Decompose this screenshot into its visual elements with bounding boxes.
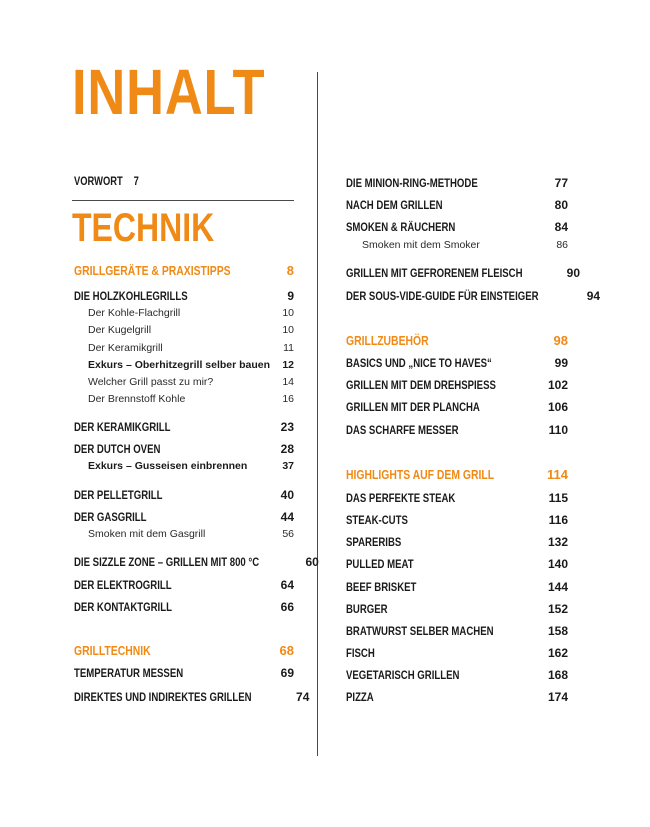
toc-subentry[interactable] xyxy=(88,359,294,371)
toc-entry[interactable] xyxy=(346,513,568,527)
toc-entry-label: GRILLEN MIT GEFRORENEM FLEISCH xyxy=(346,266,523,280)
column-divider xyxy=(317,72,318,756)
toc-entry-label: GRILLEN MIT DER PLANCHA xyxy=(346,400,480,414)
toc-entry-page: 37 xyxy=(282,460,294,472)
toc-entry[interactable] xyxy=(346,400,568,414)
toc-entry-label: GRILLZUBEHÖR xyxy=(346,333,429,348)
toc-entry-page: 162 xyxy=(547,646,568,660)
toc-entry-page: 132 xyxy=(547,535,568,549)
toc-entry[interactable] xyxy=(346,557,568,571)
toc-entry-page: 44 xyxy=(280,510,294,524)
toc-entry-page: 80 xyxy=(554,198,568,212)
toc-entry-page: 174 xyxy=(547,690,568,704)
toc-entry-label: GRILLGERÄTE & PRAXISTIPPS xyxy=(74,263,231,278)
toc-entry[interactable] xyxy=(346,535,568,549)
toc-entry[interactable] xyxy=(74,510,294,524)
toc-entry[interactable] xyxy=(346,580,568,594)
toc-entry-label: PULLED MEAT xyxy=(346,557,414,571)
toc-entry-label: Welcher Grill passt zu mir? xyxy=(88,376,214,388)
toc-entry-page: 158 xyxy=(547,624,568,638)
toc-entry[interactable] xyxy=(74,666,294,680)
toc-entry-label: DER SOUS-VIDE-GUIDE FÜR EINSTEIGER xyxy=(346,289,539,303)
toc-entry-label: DIE MINION-RING-METHODE xyxy=(346,176,478,190)
toc-entry-label: Smoken mit dem Gasgrill xyxy=(88,528,206,540)
toc-subentry[interactable] xyxy=(88,307,294,319)
toc-entry-page: 23 xyxy=(280,420,294,434)
toc-section-heading[interactable] xyxy=(346,467,568,482)
toc-entry[interactable] xyxy=(74,600,294,614)
toc-entry[interactable] xyxy=(346,356,568,370)
toc-subentry[interactable] xyxy=(88,393,294,405)
toc-entry-label: FISCH xyxy=(346,646,375,660)
toc-entry-label: DIE HOLZKOHLEGRILLS xyxy=(74,289,188,303)
toc-entry-label: Smoken mit dem Smoker xyxy=(362,239,480,251)
toc-entry[interactable] xyxy=(346,176,568,190)
toc-entry-page: 94 xyxy=(586,289,601,303)
toc-entry-page: 16 xyxy=(282,393,294,405)
toc-entry-page: 102 xyxy=(547,378,568,392)
toc-entry-page: 74 xyxy=(296,690,310,704)
toc-entry-label: DAS SCHARFE MESSER xyxy=(346,423,459,437)
page-title: INHALT xyxy=(72,56,266,128)
toc-entry-label: BEEF BRISKET xyxy=(346,580,417,594)
toc-subentry[interactable] xyxy=(88,460,294,472)
toc-entry-page: 68 xyxy=(279,643,294,658)
toc-entry-label: SMOKEN & RÄUCHERN xyxy=(346,220,456,234)
toc-subentry[interactable] xyxy=(88,342,294,354)
section-heading-technik: TECHNIK xyxy=(72,206,215,250)
toc-entry-label: VORWORT xyxy=(74,174,123,188)
toc-subentry[interactable] xyxy=(88,528,294,540)
toc-entry-label: Exkurs – Gusseisen einbrennen xyxy=(88,460,248,472)
toc-entry[interactable] xyxy=(346,220,568,234)
toc-entry[interactable] xyxy=(74,555,319,569)
toc-entry-page: 99 xyxy=(554,356,568,370)
toc-entry-page: 90 xyxy=(566,266,581,280)
toc-entry-label: Der Kohle-Flachgrill xyxy=(88,307,181,319)
toc-entry-page: 60 xyxy=(305,555,319,569)
toc-entry-vorwort[interactable] xyxy=(74,174,139,188)
toc-entry-page: 115 xyxy=(548,491,568,505)
toc-entry-label: DER PELLETGRILL xyxy=(74,488,163,502)
toc-entry-page: 98 xyxy=(553,333,568,348)
toc-entry-label: Der Brennstoff Kohle xyxy=(88,393,186,405)
toc-entry-label: SPARERIBS xyxy=(346,535,402,549)
toc-entry-page: 8 xyxy=(286,263,294,278)
toc-entry-page: 66 xyxy=(280,600,294,614)
toc-entry-label: VEGETARISCH GRILLEN xyxy=(346,668,460,682)
toc-section-heading[interactable] xyxy=(74,263,294,278)
toc-entry[interactable] xyxy=(74,578,294,592)
toc-entry-label: TEMPERATUR MESSEN xyxy=(74,666,184,680)
toc-entry[interactable] xyxy=(346,266,581,280)
toc-entry[interactable] xyxy=(74,690,310,704)
toc-entry-page: 7 xyxy=(133,174,139,188)
toc-entry-page: 106 xyxy=(547,400,568,414)
toc-entry-page: 12 xyxy=(282,359,294,371)
toc-entry[interactable] xyxy=(346,646,568,660)
toc-entry-page: 69 xyxy=(280,666,294,680)
toc-entry-page: 86 xyxy=(556,239,568,251)
toc-entry-label: DER ELEKTROGRILL xyxy=(74,578,172,592)
toc-entry[interactable] xyxy=(346,602,568,616)
toc-entry[interactable] xyxy=(74,488,294,502)
toc-entry-label: DER KONTAKTGRILL xyxy=(74,600,172,614)
toc-entry-page: 28 xyxy=(280,442,294,456)
toc-entry-label: Exkurs – Oberhitzegrill selber bauen xyxy=(88,359,271,371)
toc-entry-label: BASICS UND „NICE TO HAVES“ xyxy=(346,356,492,370)
toc-entry-label: STEAK-CUTS xyxy=(346,513,408,527)
toc-subentry[interactable] xyxy=(362,239,568,251)
toc-entry-page: 10 xyxy=(282,324,294,336)
toc-entry-label: DER KERAMIKGRILL xyxy=(74,420,171,434)
toc-entry[interactable] xyxy=(74,420,294,434)
toc-entry-page: 116 xyxy=(548,513,568,527)
toc-entry-page: 140 xyxy=(547,557,568,571)
toc-entry-label: Der Keramikgrill xyxy=(88,342,163,354)
toc-entry-page: 14 xyxy=(282,376,294,388)
toc-entry-page: 77 xyxy=(554,176,568,190)
toc-entry[interactable] xyxy=(74,442,294,456)
section-rule xyxy=(72,200,294,201)
toc-entry[interactable] xyxy=(346,668,568,682)
toc-entry[interactable] xyxy=(346,491,568,505)
toc-entry-page: 56 xyxy=(282,528,294,540)
toc-entry[interactable] xyxy=(346,690,568,704)
toc-entry-label: DAS PERFEKTE STEAK xyxy=(346,491,456,505)
toc-entry-page: 152 xyxy=(547,602,568,616)
toc-entry-page: 110 xyxy=(548,423,568,437)
toc-entry[interactable] xyxy=(346,289,601,303)
toc-entry-label: DIREKTES UND INDIREKTES GRILLEN xyxy=(74,690,252,704)
toc-entry[interactable] xyxy=(346,624,568,638)
toc-entry-label: GRILLEN MIT DEM DREHSPIESS xyxy=(346,378,496,392)
toc-entry[interactable] xyxy=(346,378,568,392)
toc-entry-page: 114 xyxy=(547,467,568,482)
toc-entry-label: PIZZA xyxy=(346,690,374,704)
toc-entry[interactable] xyxy=(346,423,568,437)
toc-entry-page: 168 xyxy=(547,668,568,682)
toc-entry-label: NACH DEM GRILLEN xyxy=(346,198,443,212)
toc-entry-label: Der Kugelgrill xyxy=(88,324,152,336)
toc-subentry[interactable] xyxy=(88,376,294,388)
toc-entry-label: DIE SIZZLE ZONE – GRILLEN MIT 800 °C xyxy=(74,555,260,569)
toc-entry-label: BRATWURST SELBER MACHEN xyxy=(346,624,494,638)
toc-section-heading[interactable] xyxy=(346,333,568,348)
toc-entry[interactable] xyxy=(74,289,294,303)
toc-entry-label: DER DUTCH OVEN xyxy=(74,442,161,456)
toc-entry-page: 144 xyxy=(547,580,568,594)
toc-entry-label: GRILLTECHNIK xyxy=(74,643,151,658)
toc-entry-page: 10 xyxy=(282,307,294,319)
toc-entry-label: DER GASGRILL xyxy=(74,510,147,524)
toc-entry-page: 11 xyxy=(283,342,294,354)
toc-entry-page: 64 xyxy=(280,578,294,592)
toc-entry[interactable] xyxy=(346,198,568,212)
toc-entry-label: BURGER xyxy=(346,602,388,616)
toc-subentry[interactable] xyxy=(88,324,294,336)
toc-entry-page: 9 xyxy=(287,289,294,303)
toc-entry-page: 84 xyxy=(554,220,568,234)
toc-entry-page: 40 xyxy=(280,488,294,502)
toc-section-heading[interactable] xyxy=(74,643,294,658)
toc-entry-label: HIGHLIGHTS AUF DEM GRILL xyxy=(346,467,495,482)
